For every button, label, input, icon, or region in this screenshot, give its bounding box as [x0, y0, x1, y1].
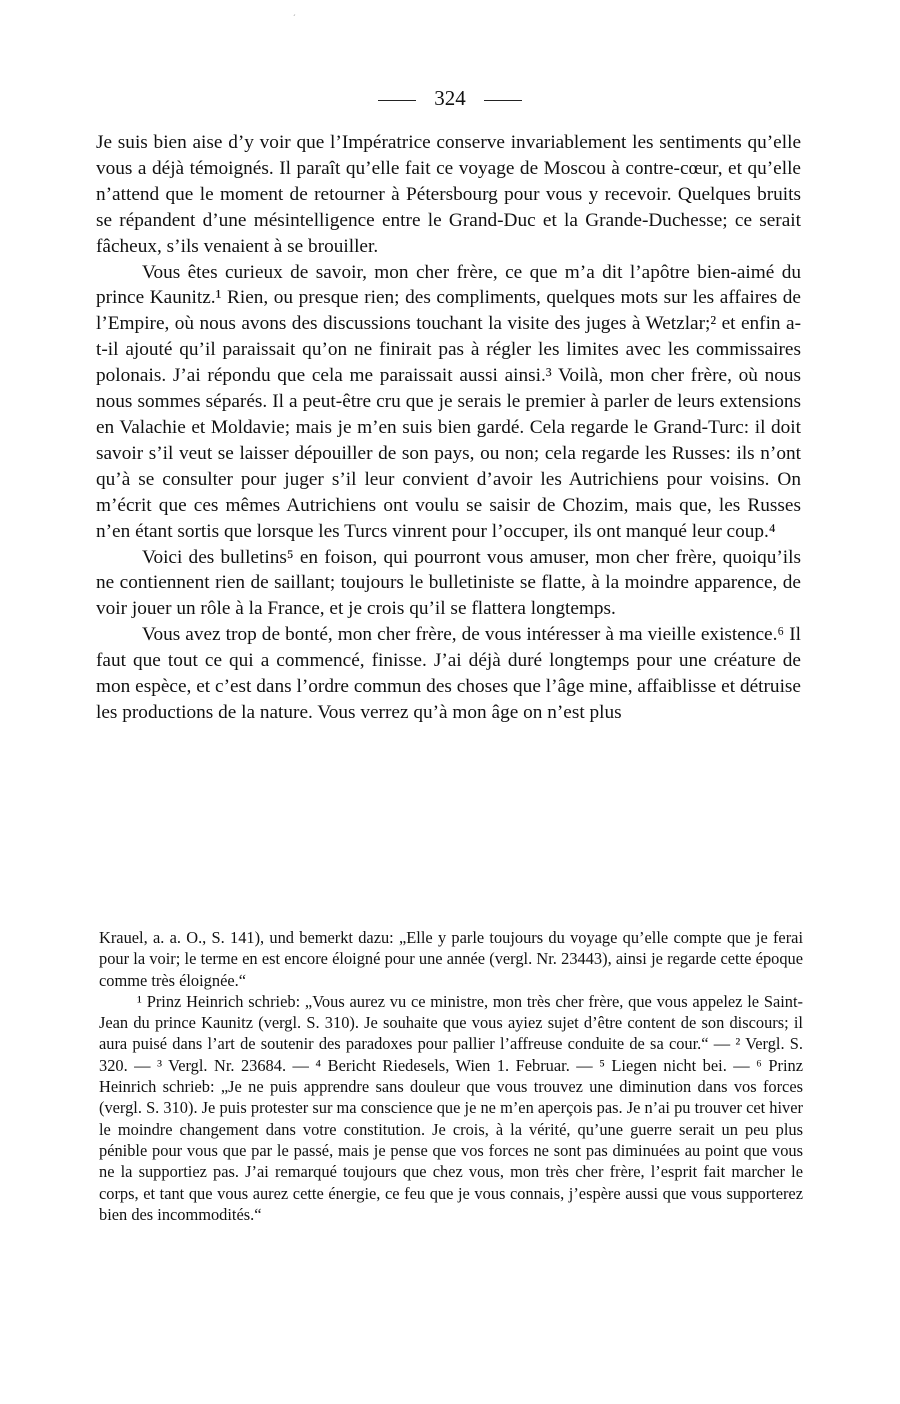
footnotes	[99, 927, 803, 1225]
letter-body	[96, 130, 801, 726]
page-number: 324	[434, 86, 466, 110]
footnote-block: ¹ Prinz Heinrich schrieb: „Vous aurez vu ce ministre, mon très cher frère, que vous appelez le Saint-Jean du prince Kaunitz (vergl. S. 310). Je souhaite que vous ayiez sujet d’être content de son discours; il aura puisé dans l’art de soutenir des paradoxes pour pallier l’affreuse conduite de sa cour.“ — ² Vergl. S. 320. — ³ Vergl. Nr. 23684. — ⁴ Bericht Riedesels, Wien 1. Februar. — ⁵ Liegen nicht bei. — ⁶ Prinz Heinrich schrieb: „Je ne puis apprendre sans douleur que vous trouvez une diminution dans vos forces (vergl. S. 310). Je puis protester sur ma conscience que je ne m’en aperçois pas. Je n’ai pu trouver cet hiver le moindre changement dans votre constitution. Je crois, à la vérité, qu’une guerre serait un peu plus pénible pour vous que par le passé, mais je pense que vos forces ne sont pas diminuées au point que vous ne la supportiez pas. J’ai remarqué toujours que chez vous, mon très cher frère, l’esprit fait marcher le corps, et tant que vous aurez cette énergie, ce feu que je vous connais, j’espère aussi que vous supporterez bien des incommodités.“	[99, 991, 803, 1224]
body-paragraph-2: Vous êtes curieux de savoir, mon cher frère, ce que m’a dit l’apôtre bien-aimé du prince Kaunitz.¹ Rien, ou presque rien; des compliments, quelques mots sur les affaires de l’Empire, où nous avons des discussions touchant la visite des juges à Wetzlar;² et enfin a-t-il ajouté qu’il paraissait qu’on ne finirait pas à régler les limites avec les commissaires polonais. J’ai répondu que cela me paraissait aussi ainsi.³ Voilà, mon cher frère, où nous nous sommes séparés. Il a peut-être cru que je serais le premier à parler de leurs extensions en Valachie et Moldavie; mais je m’en suis bien gardé. Cela regarde le Grand-Turc: il doit savoir s’il veut se laisser dépouiller de son pays, ou non; cela regarde les Russes: ils n’ont qu’à se consulter pour juger s’il leur convient d’avoir les Autrichiens pour voisins. On m’écrit que ces mêmes Autrichiens ont voulu se saisir de Chozim, mais que, les Russes n’en étant sortis que lorsque les Turcs vinrent pour l’occuper, ils ont manqué leur coup.⁴	[96, 261, 801, 542]
header-rule-left	[378, 100, 416, 101]
header-rule-right	[484, 100, 522, 101]
body-paragraph-1: Je suis bien aise d’y voir que l’Impératrice conserve invariablement les sentiments qu’elle vous a déjà témoignés. Il paraît qu’elle fait ce voyage de Moscou à contre-cœur, et qu’elle n’attend que le moment de retourner à Pétersbourg pour vous y recevoir. Quelques bruits se répandent d’une mésintelligence entre le Grand-Duc et la Grande-Duchesse; ce serait fâcheux, s’ils venaient à se brouiller.	[96, 132, 801, 257]
page-header	[0, 86, 900, 110]
scan-speck: ˊ	[292, 14, 296, 23]
body-paragraph-3: Voici des bulletins⁵ en foison, qui pourront vous amuser, mon cher frère, quoiqu’ils ne contiennent rien de saillant; toujours le bulletiniste se flatte, à la moindre apparence, de voir jouer un rôle à la France, et je crois qu’il se flattera longtemps.	[96, 546, 801, 620]
footnote-continuation: Krauel, a. a. O., S. 141), und bemerkt dazu: „Elle y parle toujours du voyage qu’elle compte que je ferai pour la voir; le terme en est encore éloigné pour une année (vergl. Nr. 23443), ainsi je regarde cette époque comme très éloignée.“	[99, 928, 803, 990]
body-paragraph-4: Vous avez trop de bonté, mon cher frère, de vous intéresser à ma vieille existence.⁶ Il faut que tout ce qui a commencé, finisse. J’ai déjà duré longtemps pour une créature de mon espèce, et c’est dans l’ordre commun des choses que l’âge mine, affaiblisse et détruise les productions de la nature. Vous verrez qu’à mon âge on n’est plus	[96, 624, 801, 723]
